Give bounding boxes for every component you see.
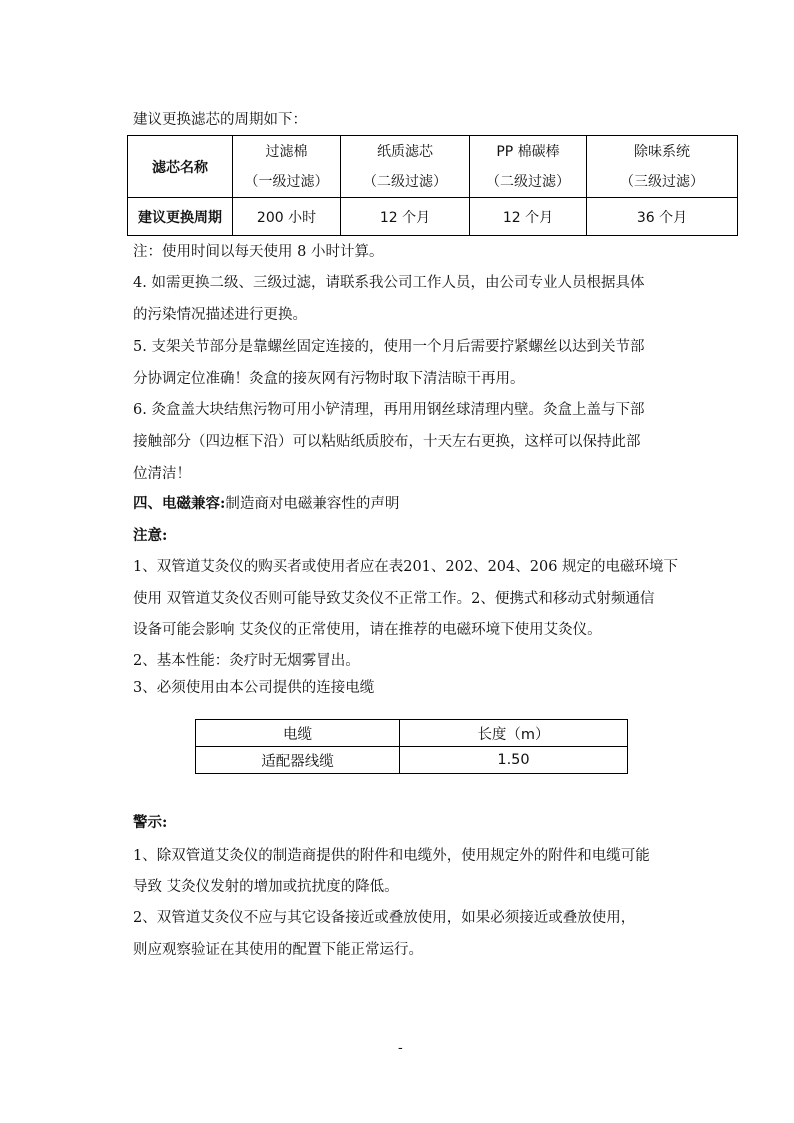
item-6-line-3: 位清洁！ — [133, 466, 191, 482]
cable-length: 1.50 — [400, 747, 628, 774]
item-5-line-1: 5. 支架关节部分是靠螺丝固定连接的，使用一个月后需要拧紧螺丝以达到关节部 — [133, 339, 645, 355]
filter-col-1: 过滤棉 （一级过滤） — [233, 136, 341, 198]
caution-line: 2、基本性能：灸疗时无烟雾冒出。 — [133, 653, 360, 669]
period-value: 12 个月 — [470, 198, 587, 236]
filter-replacement-table — [127, 135, 738, 236]
replacement-period-label: 建议更换周期 — [128, 198, 233, 236]
table-row — [196, 747, 628, 774]
section-4-title: 四、电磁兼容: — [133, 495, 226, 512]
page-footer: - — [398, 1040, 403, 1056]
filter-name-header: 滤芯名称 — [128, 136, 233, 198]
filter-col-4: 除味系统 （三级过滤） — [587, 136, 738, 198]
item-6-line-1: 6. 灸盒盖大块结焦污物可用小铲清理，再用用钢丝球清理内壁。灸盒上盖与下部 — [133, 402, 645, 418]
section-4-text: 制造商对电磁兼容性的声明 — [225, 496, 400, 512]
item-6-line-2: 接触部分（四边框下沿）可以粘贴纸质胶布，十天左右更换，这样可以保持此部 — [133, 434, 641, 450]
usage-note: 注：使用时间以每天使用 8 小时计算。 — [133, 244, 384, 260]
item-4-line-2: 的污染情况描述进行更换。 — [133, 307, 307, 323]
item-4-line-1: 4. 如需更换二级、三级过滤，请联系我公司工作人员，由公司专业人员根据具体 — [133, 275, 645, 291]
caution-title: 注意: — [133, 527, 168, 544]
filter-col-2: 纸质滤芯 （二级过滤） — [341, 136, 470, 198]
period-value: 200 小时 — [233, 198, 341, 236]
table-row — [128, 136, 738, 198]
warning-line: 则应观察验证在其使用的配置下能正常运行。 — [133, 942, 423, 958]
filter-col-3: PP 棉碳棒 （二级过滤） — [470, 136, 587, 198]
caution-line: 设备可能会影响 艾灸仪的正常使用，请在推荐的电磁环境下使用艾灸仪。 — [133, 622, 602, 638]
period-value: 12 个月 — [341, 198, 470, 236]
warning-line: 1、除双管道艾灸仪的制造商提供的附件和电缆外，使用规定外的附件和电缆可能 — [133, 848, 650, 864]
caution-line: 1、双管道艾灸仪的购买者或使用者应在表201、202、204、206 规定的电磁环境下 — [133, 559, 679, 575]
cable-header: 电缆 — [196, 720, 400, 747]
table-row — [128, 198, 738, 236]
item-5-line-2: 分协调定位准确！灸盒的接灰网有污物时取下清洁晾干再用。 — [133, 371, 525, 387]
warning-line: 2、双管道艾灸仪不应与其它设备接近或叠放使用，如果必须接近或叠放使用， — [133, 910, 636, 926]
intro-text: 建议更换滤芯的周期如下： — [133, 112, 307, 128]
cable-name: 适配器线缆 — [196, 747, 400, 774]
cable-table — [195, 719, 628, 774]
period-value: 36 个月 — [587, 198, 738, 236]
length-header: 长度（m） — [400, 720, 628, 747]
warning-line: 导致 艾灸仪发射的增加或抗扰度的降低。 — [133, 879, 399, 895]
caution-line: 使用 双管道艾灸仪否则可能导致艾灸仪不正常工作。2、便携式和移动式射频通信 — [133, 591, 655, 607]
caution-line: 3、必须使用由本公司提供的连接电缆 — [133, 680, 375, 696]
section-4-heading — [133, 494, 399, 514]
warning-title: 警示: — [133, 814, 168, 831]
table-row — [196, 720, 628, 747]
